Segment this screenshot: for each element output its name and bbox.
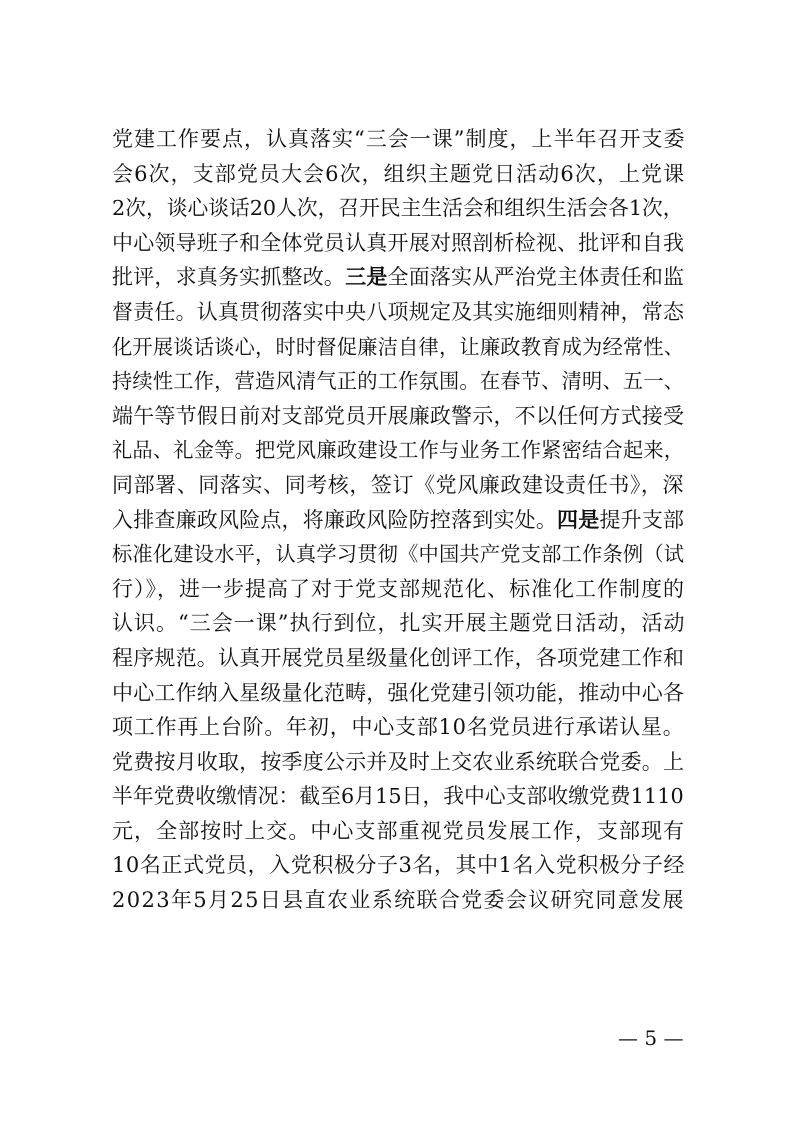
body-text: [112, 122, 684, 918]
bold-lead-term: 三是: [345, 265, 388, 290]
text-run: 入排查廉政风险点，将廉政风险防控落到实处。: [112, 507, 558, 532]
text-segment: 党建工作要点，认真落实“三会一课”制度，上半年召开支委: [112, 127, 686, 151]
text-run: 批评，求真务实抓整改。: [112, 265, 346, 290]
text-line: [112, 330, 684, 365]
text-line: [112, 572, 684, 607]
text-line: [112, 745, 684, 780]
text-segment: 同部署、同落实、同考核，签订《党风廉政建设责任书》，深: [112, 472, 685, 497]
text-line: [112, 606, 684, 641]
text-segment: 中心工作纳入星级量化范畴，强化党建引领功能，推动中心各: [112, 680, 685, 705]
text-segment: 党费按月收取，按季度公示并及时上交农业系统联合党委。上: [112, 749, 685, 774]
text-line: [112, 364, 684, 399]
text-line: [112, 295, 684, 330]
text-run: 全面落实从严治党主体责任和监: [387, 265, 685, 290]
text-segment: 2023年5月25日县直农业系统联合党委会议研究同意发展: [112, 888, 685, 913]
text-line: [112, 537, 684, 572]
text-line: [112, 191, 684, 226]
page-number: — 5 —: [618, 1026, 684, 1050]
text-segment: 持续性工作，营造风清气正的工作氛围。在春节、清明、五一、: [112, 369, 685, 394]
text-line: [112, 260, 684, 295]
text-segment: 会6次，支部党员大会6次，组织主题党日活动6次，上党课: [112, 161, 686, 186]
text-line: [112, 710, 684, 745]
text-segment: 认识。“三会一课”执行到位，扎实开展主题党日活动，活动: [112, 611, 686, 636]
text-line: [112, 122, 684, 157]
text-line: [112, 399, 684, 434]
text-line: [112, 433, 684, 468]
text-segment: 礼品、礼金等。把党风廉政建设工作与业务工作紧密结合起来，: [112, 438, 685, 463]
text-segment: 元，全部按时上交。中心支部重视党员发展工作，支部现有: [112, 818, 686, 843]
text-line: [112, 157, 684, 192]
text-segment: 端午等节假日前对支部党员开展廉政警示，不以任何方式接受: [112, 403, 685, 428]
text-line: [112, 676, 684, 711]
text-segment: 2次，谈心谈话20人次，召开民主生活会和组织生活会各1次，: [112, 196, 684, 221]
text-segment: 督责任。认真贯彻落实中央八项规定及其实施细则精神，常态: [112, 299, 685, 324]
text-run: 提升支部: [599, 507, 685, 532]
text-segment: 程序规范。认真开展党员星级量化创评工作，各项党建工作和: [112, 645, 685, 670]
text-line: [112, 814, 684, 849]
text-line: [112, 779, 684, 814]
text-segment: 项工作再上台阶。年初，中心支部10名党员进行承诺认星。: [112, 715, 685, 740]
text-segment: 10名正式党员，入党积极分子3名，其中1名入党积极分子经: [112, 853, 685, 878]
bold-lead-term: 四是: [557, 507, 600, 532]
text-segment: [112, 260, 684, 295]
text-line: [112, 226, 684, 261]
text-segment: 行）》，进一步提高了对于党支部规范化、标准化工作制度的: [112, 576, 685, 601]
text-segment: 半年党费收缴情况：截至6月15日，我中心支部收缴党费1110: [112, 784, 684, 809]
text-line: [112, 503, 684, 538]
text-segment: 化开展谈话谈心，时时督促廉洁自律，让廉政教育成为经常性、: [112, 334, 685, 359]
text-line: [112, 641, 684, 676]
text-segment: 中心领导班子和全体党员认真开展对照剖析检视、批评和自我: [112, 230, 685, 255]
text-line: [112, 468, 684, 503]
text-line: [112, 883, 684, 918]
text-segment: [112, 503, 684, 538]
text-line: [112, 848, 684, 883]
text-segment: 标准化建设水平，认真学习贯彻《中国共产党支部工作条例（试: [112, 542, 685, 567]
